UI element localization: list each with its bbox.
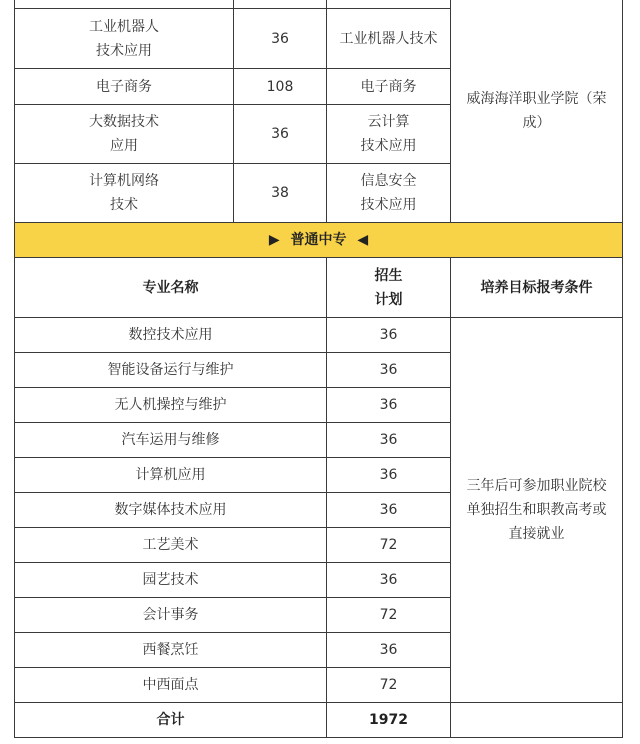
major-name: 西餐烹饪 (15, 633, 327, 668)
play-left-icon: ◀ (357, 232, 369, 248)
target-major: 云计算 技术应用 (327, 105, 451, 164)
plan-count: 36 (234, 105, 327, 164)
partial-cell (15, 0, 234, 9)
plan-count: 36 (234, 9, 327, 69)
major-name: 工业机器人 技术应用 (15, 9, 234, 69)
column-header-row (15, 258, 623, 318)
major-name: 计算机应用 (15, 458, 327, 493)
major-name: 会计事务 (15, 598, 327, 633)
plan-count: 108 (234, 69, 327, 105)
target-major: 工业机器人技术 (327, 9, 451, 69)
major-name: 无人机操控与维护 (15, 388, 327, 423)
header-plan: 招生 计划 (327, 258, 451, 318)
plan-count: 72 (327, 598, 451, 633)
plan-count: 72 (327, 528, 451, 563)
enrollment-table (14, 0, 623, 738)
plan-count: 36 (327, 353, 451, 388)
total-empty-cell (451, 703, 623, 738)
total-row (15, 703, 623, 738)
major-name: 大数据技术 应用 (15, 105, 234, 164)
plan-count: 36 (327, 423, 451, 458)
major-name: 智能设备运行与维护 (15, 353, 327, 388)
section-header (15, 223, 623, 258)
target-major: 电子商务 (327, 69, 451, 105)
total-value: 1972 (327, 703, 451, 738)
plan-count: 38 (234, 164, 327, 223)
plan-count: 36 (327, 493, 451, 528)
total-label: 合计 (15, 703, 327, 738)
plan-count: 36 (327, 458, 451, 493)
major-name: 计算机网络 技术 (15, 164, 234, 223)
table-row (15, 318, 623, 353)
plan-count: 36 (327, 633, 451, 668)
major-name: 园艺技术 (15, 563, 327, 598)
major-name: 汽车运用与维修 (15, 423, 327, 458)
major-name: 数控技术应用 (15, 318, 327, 353)
partial-cell (327, 0, 451, 9)
major-name: 工艺美术 (15, 528, 327, 563)
college-cell: 威海海洋职业学院（荣 成） (451, 0, 623, 223)
major-name: 电子商务 (15, 69, 234, 105)
partial-top-row (15, 0, 623, 9)
header-condition: 培养目标报考条件 (451, 258, 623, 318)
section-title: 普通中专 (290, 232, 347, 248)
major-name: 中西面点 (15, 668, 327, 703)
play-right-icon: ▶ (268, 232, 280, 248)
condition-cell: 三年后可参加职业院校 单独招生和职教高考或 直接就业 (451, 318, 623, 703)
plan-count: 36 (327, 318, 451, 353)
plan-count: 36 (327, 388, 451, 423)
plan-count: 36 (327, 563, 451, 598)
section-header-row (15, 223, 623, 258)
plan-count: 72 (327, 668, 451, 703)
partial-cell (234, 0, 327, 9)
header-major: 专业名称 (15, 258, 327, 318)
target-major: 信息安全 技术应用 (327, 164, 451, 223)
major-name: 数字媒体技术应用 (15, 493, 327, 528)
